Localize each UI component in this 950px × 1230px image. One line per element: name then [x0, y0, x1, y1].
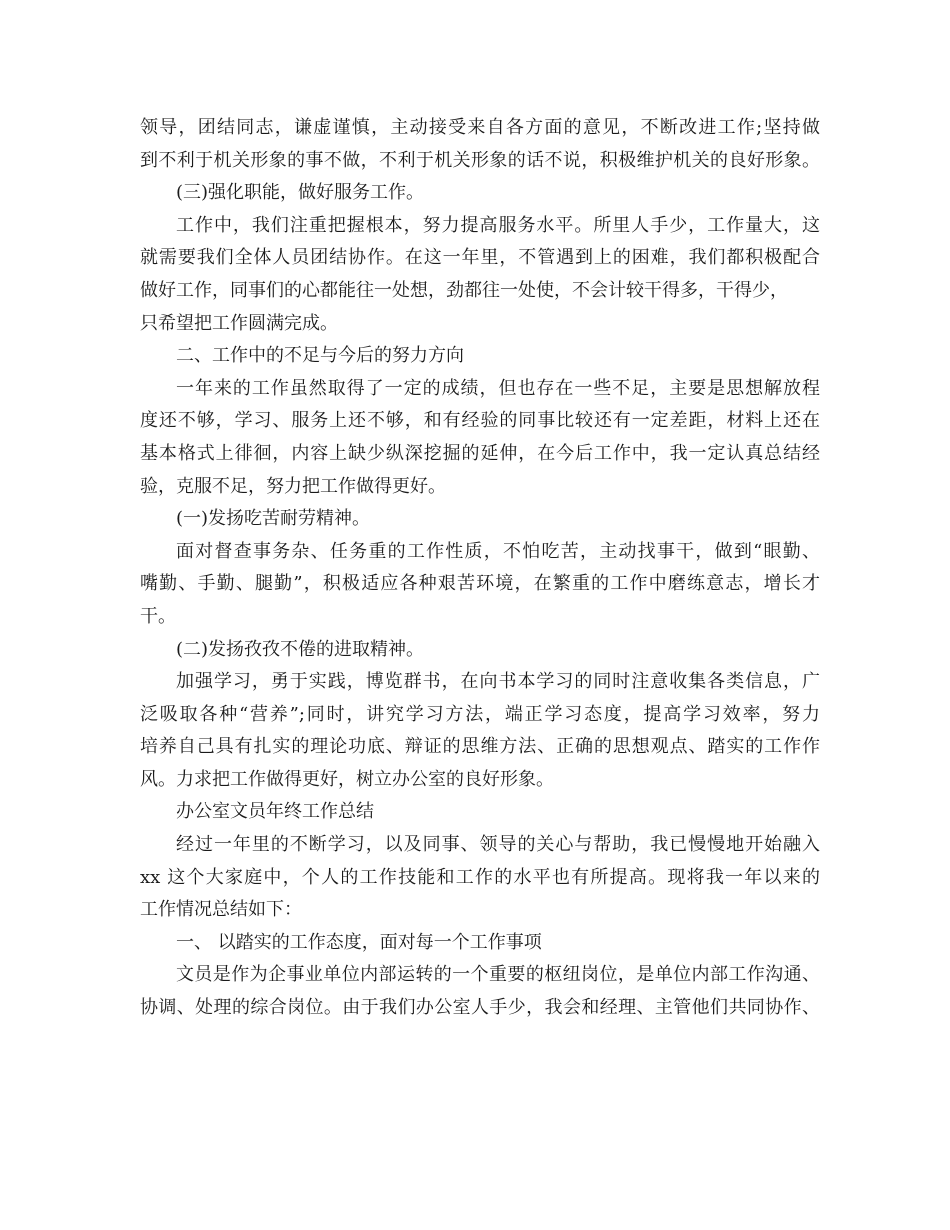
text-line: 泛吸取各种“营养”;同时，讲究学习方法，端正学习态度，提高学习效率，努力	[140, 703, 820, 725]
text-line: 基本格式上徘徊，内容上缺少纵深挖掘的延伸，在今后工作中，我一定认真总结经	[140, 442, 820, 464]
text-line: 到不利于机关形象的事不做，不利于机关形象的话不说，积极维护机关的良好形象。	[140, 149, 820, 171]
text-line: 经过一年里的不断学习，以及同事、领导的关心与帮助，我已慢慢地开始融入	[176, 834, 820, 856]
text-line: 办公室文员年终工作总结	[176, 801, 374, 823]
text-line: 度还不够，学习、服务上还不够，和有经验的同事比较还有一定差距，材料上还在	[140, 410, 820, 432]
text-line: 工作中，我们注重把握根本，努力提高服务水平。所里人手少，工作量大，这	[176, 214, 820, 236]
text-line: 二、工作中的不足与今后的努力方向	[176, 345, 464, 367]
text-line: 验，克服不足，努力把工作做得更好。	[140, 475, 446, 497]
text-line: 风。力求把工作做得更好，树立办公室的良好形象。	[140, 768, 554, 790]
text-line: 领导，团结同志，谦虚谨慎，主动接受来自各方面的意见，不断改进工作;坚持做	[140, 117, 820, 138]
text-line: 就需要我们全体人员团结协作。在这一年里，不管遇到上的困难，我们都积极配合	[140, 247, 820, 269]
text-line: 协调、处理的综合岗位。由于我们办公室人手少，我会和经理、主管他们共同协作、	[140, 997, 820, 1019]
text-line: 嘴勤、手勤、腿勤”，积极适应各种艰苦环境，在繁重的工作中磨练意志，增长才	[140, 573, 820, 595]
text-line: 一、 以踏实的工作态度，面对每一个工作事项	[176, 931, 542, 953]
text-line: 加强学习，勇于实践，博览群书，在向书本学习的同时注意收集各类信息，广	[176, 671, 820, 693]
text-line: 做好工作，同事们的心都能往一处想，劲都往一处使，不会计较干得多，干得少，	[140, 279, 788, 301]
text-line: 工作情况总结如下：	[140, 899, 302, 921]
text-line: 只希望把工作圆满完成。	[140, 312, 338, 334]
text-line: 干。	[140, 605, 176, 627]
text-line: 培养自己具有扎实的理论功底、辩证的思维方法、正确的思想观点、踏实的工作作	[140, 736, 820, 758]
text-line: 一年来的工作虽然取得了一定的成绩，但也存在一些不足，主要是思想解放程	[176, 377, 820, 399]
text-line: 面对督查事务杂、任务重的工作性质，不怕吃苦，主动找事干，做到“眼勤、	[176, 540, 820, 562]
text-line: 文员是作为企事业单位内部运转的一个重要的枢纽岗位，是单位内部工作沟通、	[176, 964, 820, 986]
text-line: xx 这个大家庭中，个人的工作技能和工作的水平也有所提高。现将我一年以来的	[140, 866, 820, 888]
document-body	[140, 112, 820, 1025]
text-line: (三)强化职能，做好服务工作。	[176, 182, 425, 204]
text-line: (一)发扬吃苦耐劳精神。	[176, 508, 371, 530]
text-line: (二)发扬孜孜不倦的进取精神。	[176, 638, 425, 660]
